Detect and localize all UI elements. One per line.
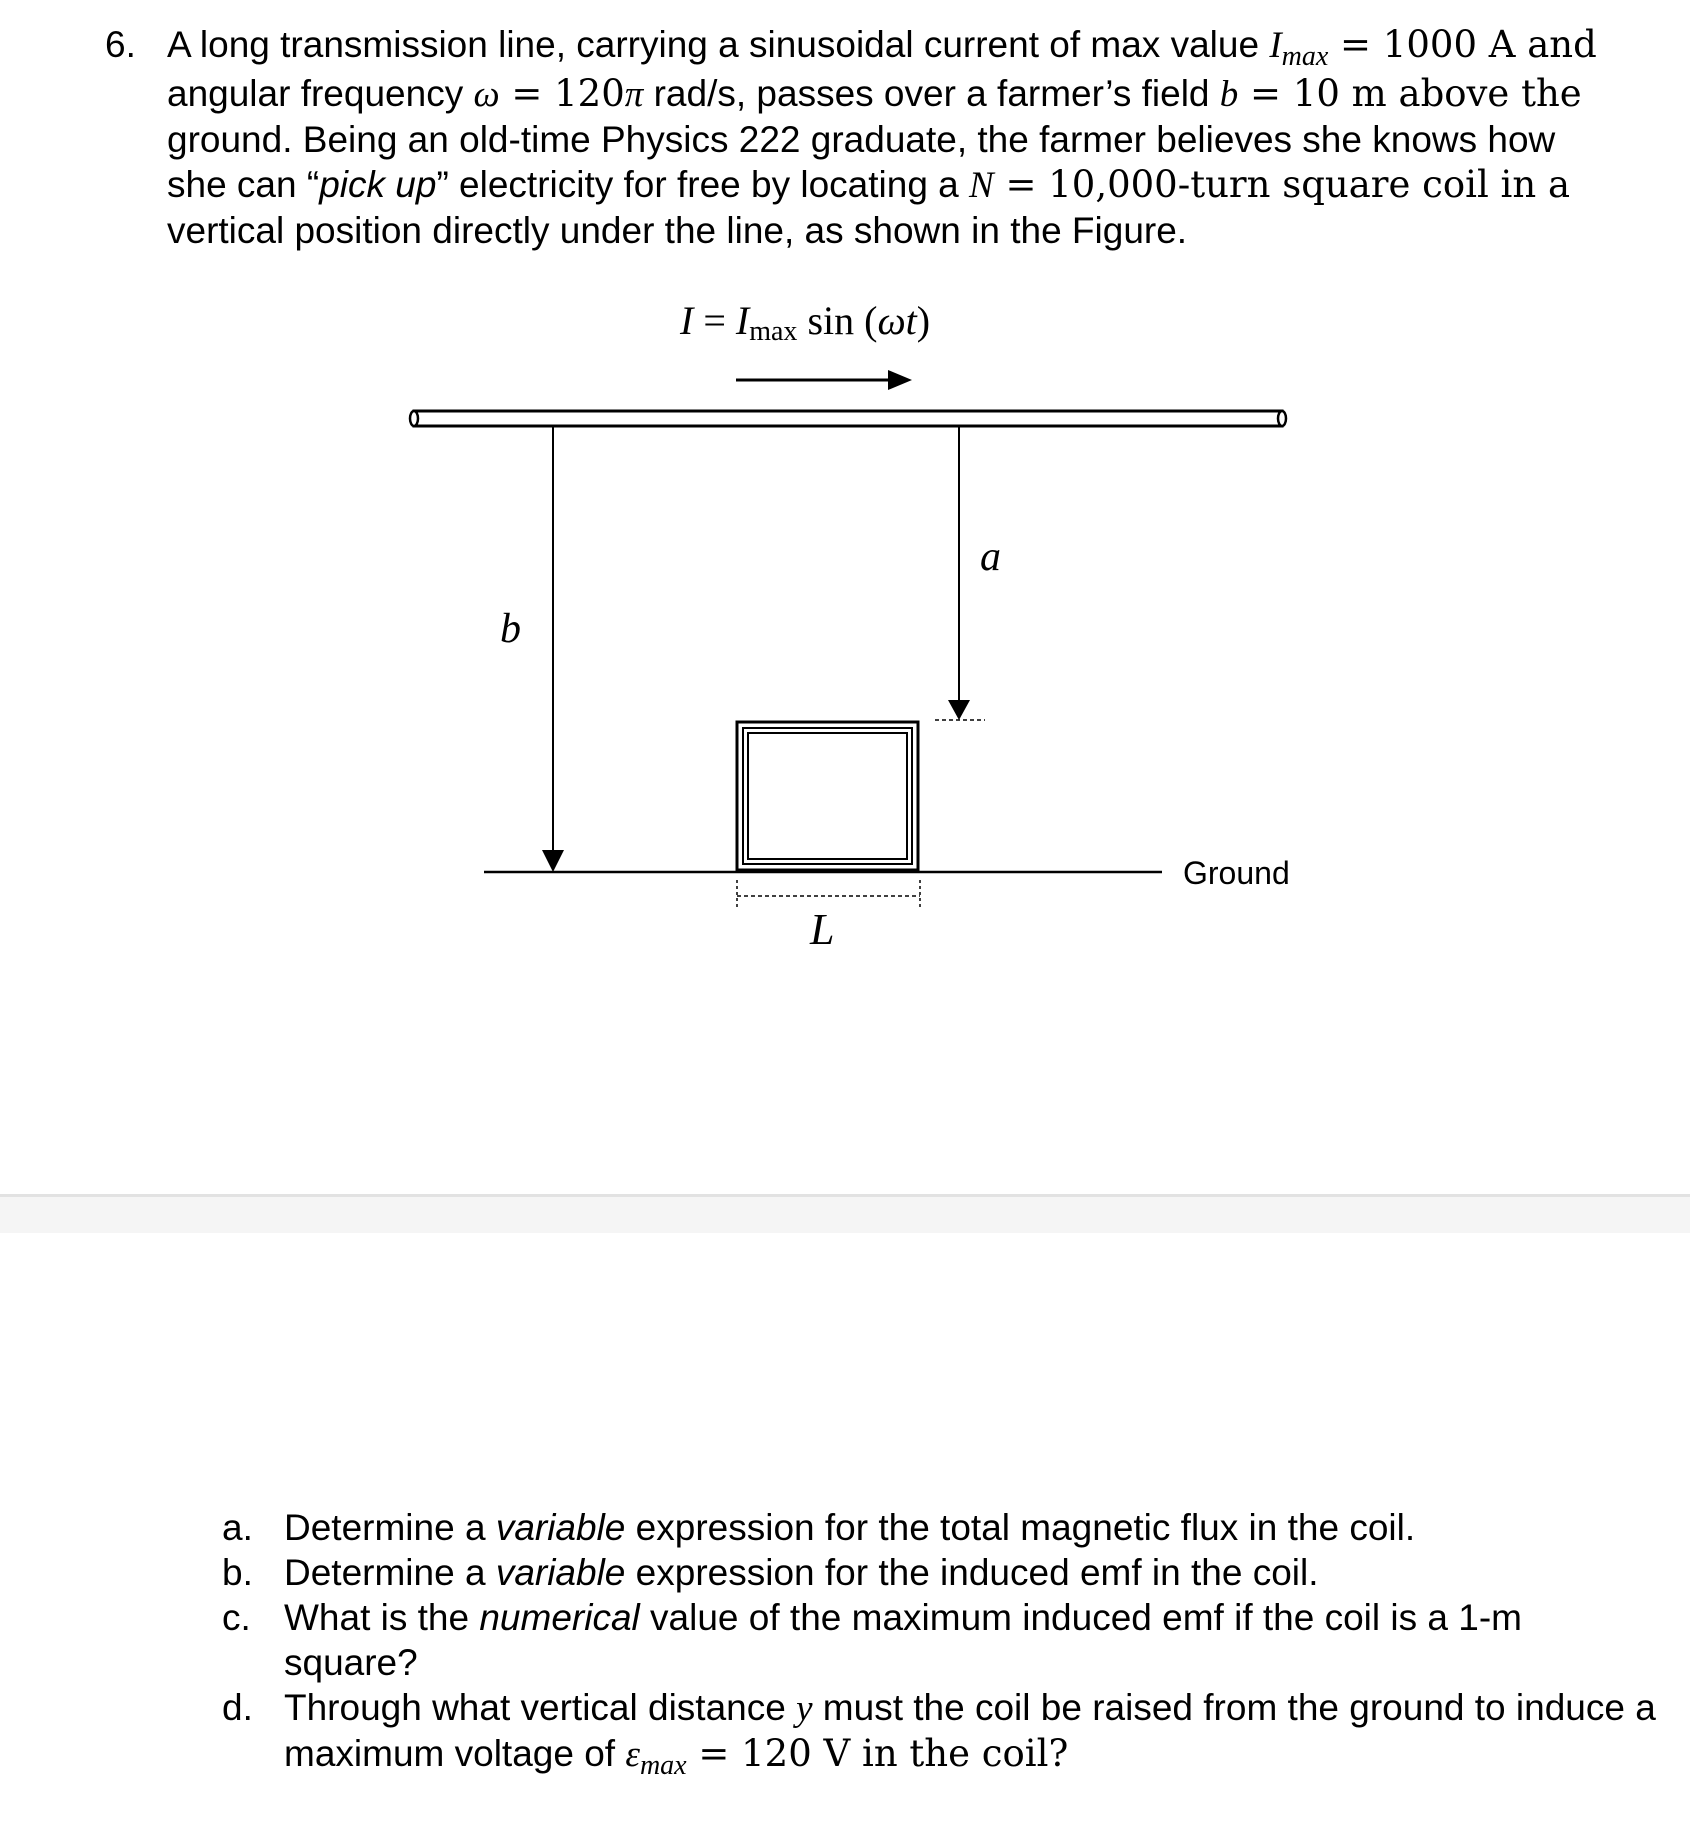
problem-number: 6. [105,24,136,65]
dimension-a-arrow [935,427,985,720]
square-coil [737,722,918,870]
current-equation-label: I = Imax sin (ωt) [680,298,931,347]
label-ground: Ground [1183,855,1290,891]
page-separator [0,1194,1690,1233]
question-a: a. Determine a variable expression for the total magnetic flux in the coil. [222,1507,1416,1548]
current-direction-arrow [736,370,912,390]
dimension-b-arrow [542,427,564,872]
label-L: L [810,905,835,954]
question-c: c. What is the numerical value of the maximum induced emf if the coil is a 1-m square? [222,1597,1522,1683]
label-a: a [980,534,1001,580]
label-b: b [500,606,521,652]
problem-line-1: A long transmission line, carrying a sinusoidal current of max value $I_{max} = 1000$ A and [167,23,1597,72]
problem-line-3: ground. Being an old-time Physics 222 graduate, the farmer believes she knows how [167,119,1556,160]
question-d: d. Through what vertical distance y must the coil be raised from the ground to induce a maximum voltage of $\varepsilon_{max} = 120$ V in the coil? [222,1687,1656,1781]
problem-line-5: vertical position directly under the line, as shown in the Figure. [167,210,1188,251]
transmission-line [410,411,1286,426]
problem-line-4: she can “pick up” electricity for free by locating a N = 10,000-turn square coil in a [167,163,1571,206]
question-list [222,1505,1662,1780]
problem-line-2: angular frequency ω = 120π rad/s, passes over a farmer’s field b = 10 m above the [167,72,1582,115]
question-b: b. Determine a variable expression for the induced emf in the coil. [222,1552,1319,1593]
